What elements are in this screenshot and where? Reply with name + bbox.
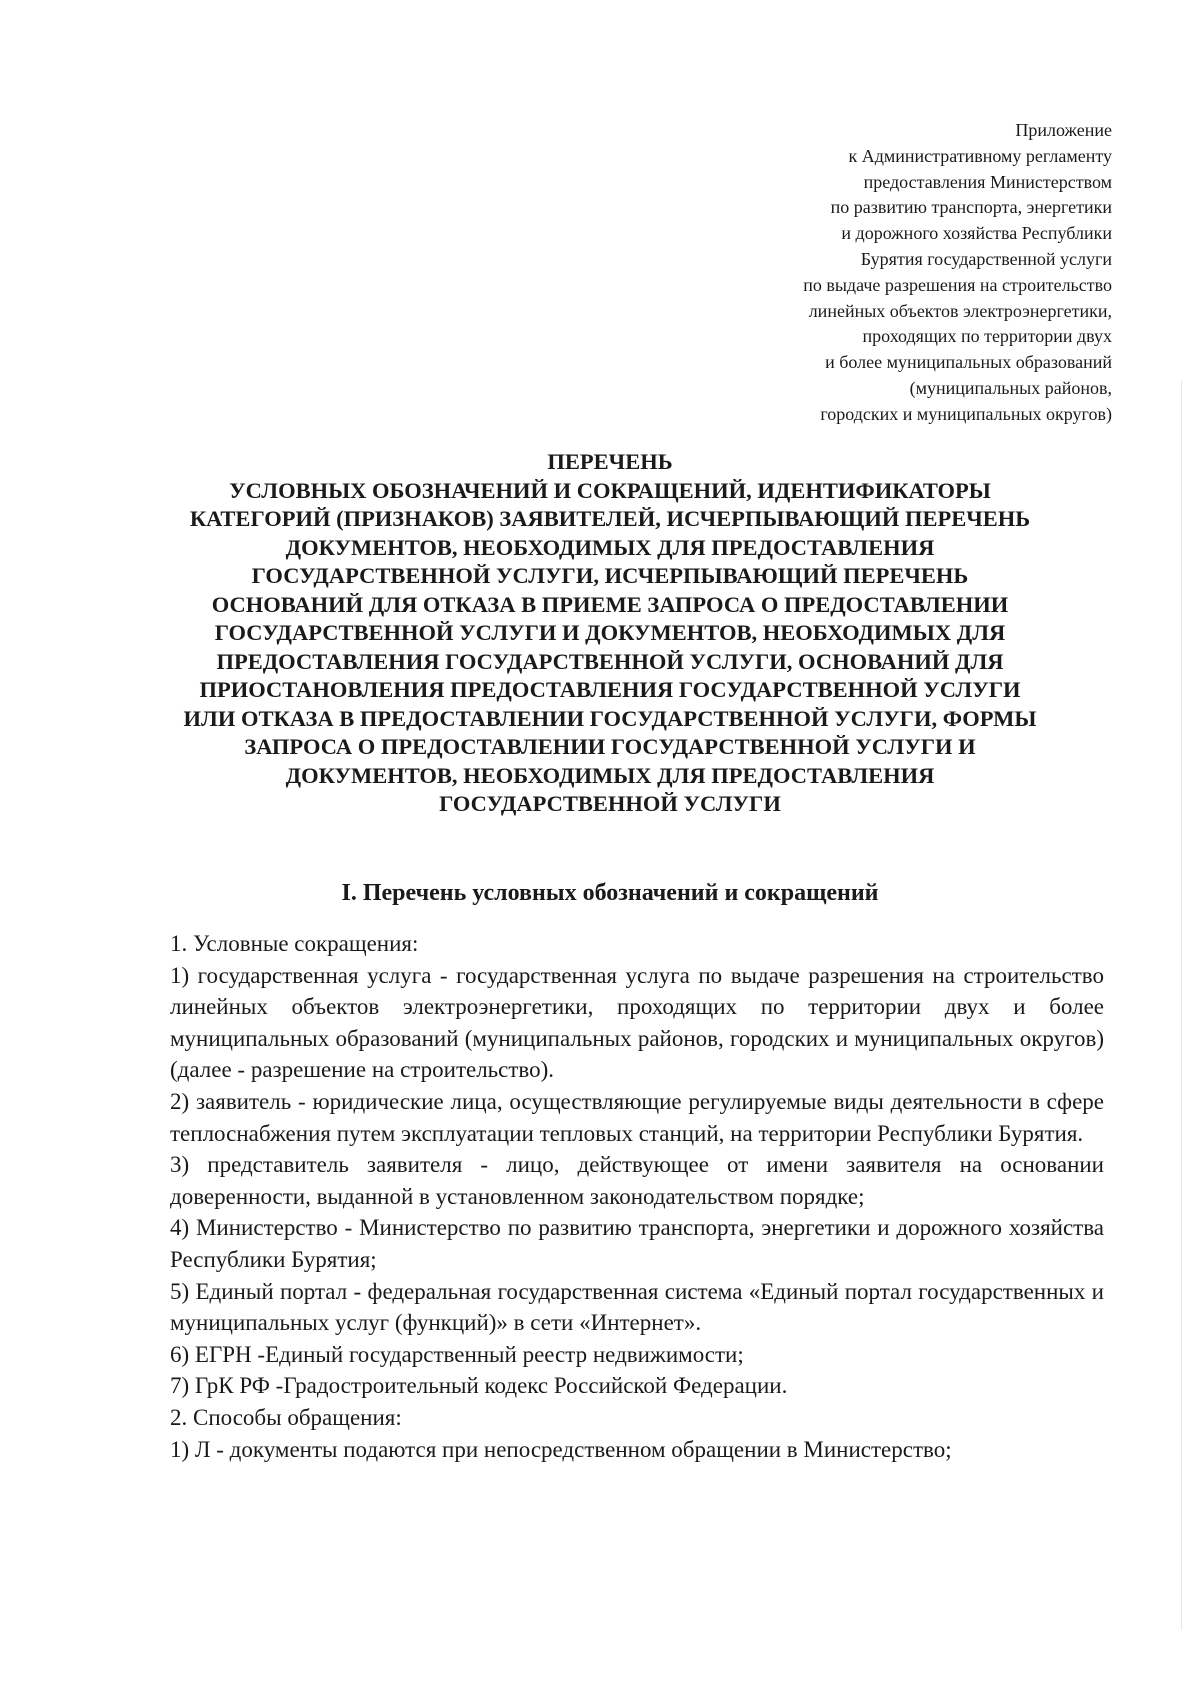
appendix-line: предоставления Министерством	[863, 171, 1112, 192]
title-line: ГОСУДАРСТВЕННОЙ УСЛУГИ И ДОКУМЕНТОВ, НЕОБХОДИМЫХ ДЛЯ	[214, 620, 1006, 645]
paragraph: 1. Условные сокращения:	[170, 931, 419, 956]
appendix-line: к Административному регламенту	[848, 145, 1112, 166]
appendix-header	[592, 118, 1112, 428]
title-line: ОСНОВАНИЙ ДЛЯ ОТКАЗА В ПРИЕМЕ ЗАПРОСА О ПРЕДОСТАВЛЕНИИ	[211, 591, 1009, 617]
paragraph: 1) Л - документы подаются при непосредственном обращении в Министерство;	[170, 1436, 952, 1462]
paragraph: 1) государственная услуга - государственная услуга по выдаче разрешения на строительство линейных объектов электроэнергетики, проходящих по территории двух и более муниципальных образований (муниципальных районов, городских и муниципальных округов) (далее - разрешение на строительство).	[170, 962, 1104, 1083]
section-heading: I. Перечень условных обозначений и сокращений	[341, 880, 879, 906]
paragraph: 7) ГрК РФ -Градостроительный кодекс Российской Федерации.	[170, 1373, 788, 1399]
title-line: ПЕРЕЧЕНЬ	[547, 449, 673, 474]
paragraph: 5) Единый портал - федеральная государственная система «Единый портал государственных и муниципальных услуг (функций)» в сети «Интернет».	[170, 1278, 1104, 1336]
appendix-line: линейных объектов электроэнергетики,	[808, 300, 1112, 321]
appendix-line: Приложение	[1015, 120, 1112, 140]
title-line: ДОКУМЕНТОВ, НЕОБХОДИМЫХ ДЛЯ ПРЕДОСТАВЛЕНИЯ	[285, 762, 935, 788]
appendix-line: по выдаче разрешения на строительство	[803, 274, 1112, 295]
document-title	[150, 448, 1070, 819]
title-line: УСЛОВНЫХ ОБОЗНАЧЕНИЙ И СОКРАЩЕНИЙ, ИДЕНТИФИКАТОРЫ	[229, 477, 991, 503]
appendix-line: городских и муниципальных округов)	[820, 403, 1112, 424]
title-line: КАТЕГОРИЙ (ПРИЗНАКОВ) ЗАЯВИТЕЛЕЙ, ИСЧЕРПЫВАЮЩИЙ ПЕРЕЧЕНЬ	[189, 506, 1031, 531]
title-line: ГОСУДАРСТВЕННОЙ УСЛУГИ	[439, 791, 781, 816]
title-line: ПРИОСТАНОВЛЕНИЯ ПРЕДОСТАВЛЕНИЯ ГОСУДАРСТВЕННОЙ УСЛУГИ	[199, 677, 1021, 702]
title-line: ДОКУМЕНТОВ, НЕОБХОДИМЫХ ДЛЯ ПРЕДОСТАВЛЕНИЯ	[285, 534, 935, 560]
appendix-line: и дорожного хозяйства Республики	[841, 223, 1112, 244]
appendix-line: по развитию транспорта, энергетики	[830, 197, 1112, 218]
title-line: ПРЕДОСТАВЛЕНИЯ ГОСУДАРСТВЕННОЙ УСЛУГИ, ОСНОВАНИЙ ДЛЯ	[216, 648, 1004, 674]
body-text	[170, 928, 1104, 1465]
paragraph: 3) представитель заявителя - лицо, действующее от имени заявителя на основании доверенности, выданной в установленном законодательством порядке;	[170, 1152, 1104, 1209]
title-line: ИЛИ ОТКАЗА В ПРЕДОСТАВЛЕНИИ ГОСУДАРСТВЕННОЙ УСЛУГИ, ФОРМЫ	[183, 705, 1037, 731]
appendix-line: (муниципальных районов,	[909, 377, 1112, 398]
title-line: ГОСУДАРСТВЕННОЙ УСЛУГИ, ИСЧЕРПЫВАЮЩИЙ ПЕРЕЧЕНЬ	[251, 563, 969, 588]
paragraph: 2. Способы обращения:	[170, 1404, 402, 1430]
paragraph: 2) заявитель - юридические лица, осуществляющие регулируемые виды деятельности в сфере теплоснабжения путем эксплуатации тепловых станций, на территории Республики Бурятия.	[170, 1088, 1104, 1146]
paragraph: 4) Министерство - Министерство по развитию транспорта, энергетики и дорожного хозяйства Республики Бурятия;	[170, 1215, 1104, 1272]
appendix-line: Бурятия государственной услуги	[860, 248, 1112, 269]
appendix-line: проходящих по территории двух	[862, 326, 1112, 347]
title-line: ЗАПРОСА О ПРЕДОСТАВЛЕНИИ ГОСУДАРСТВЕННОЙ УСЛУГИ И	[244, 734, 976, 759]
scan-edge-line	[1181, 380, 1182, 1630]
paragraph: 6) ЕГРН -Единый государственный реестр недвижимости;	[170, 1341, 744, 1367]
appendix-line: и более муниципальных образований	[825, 352, 1112, 373]
